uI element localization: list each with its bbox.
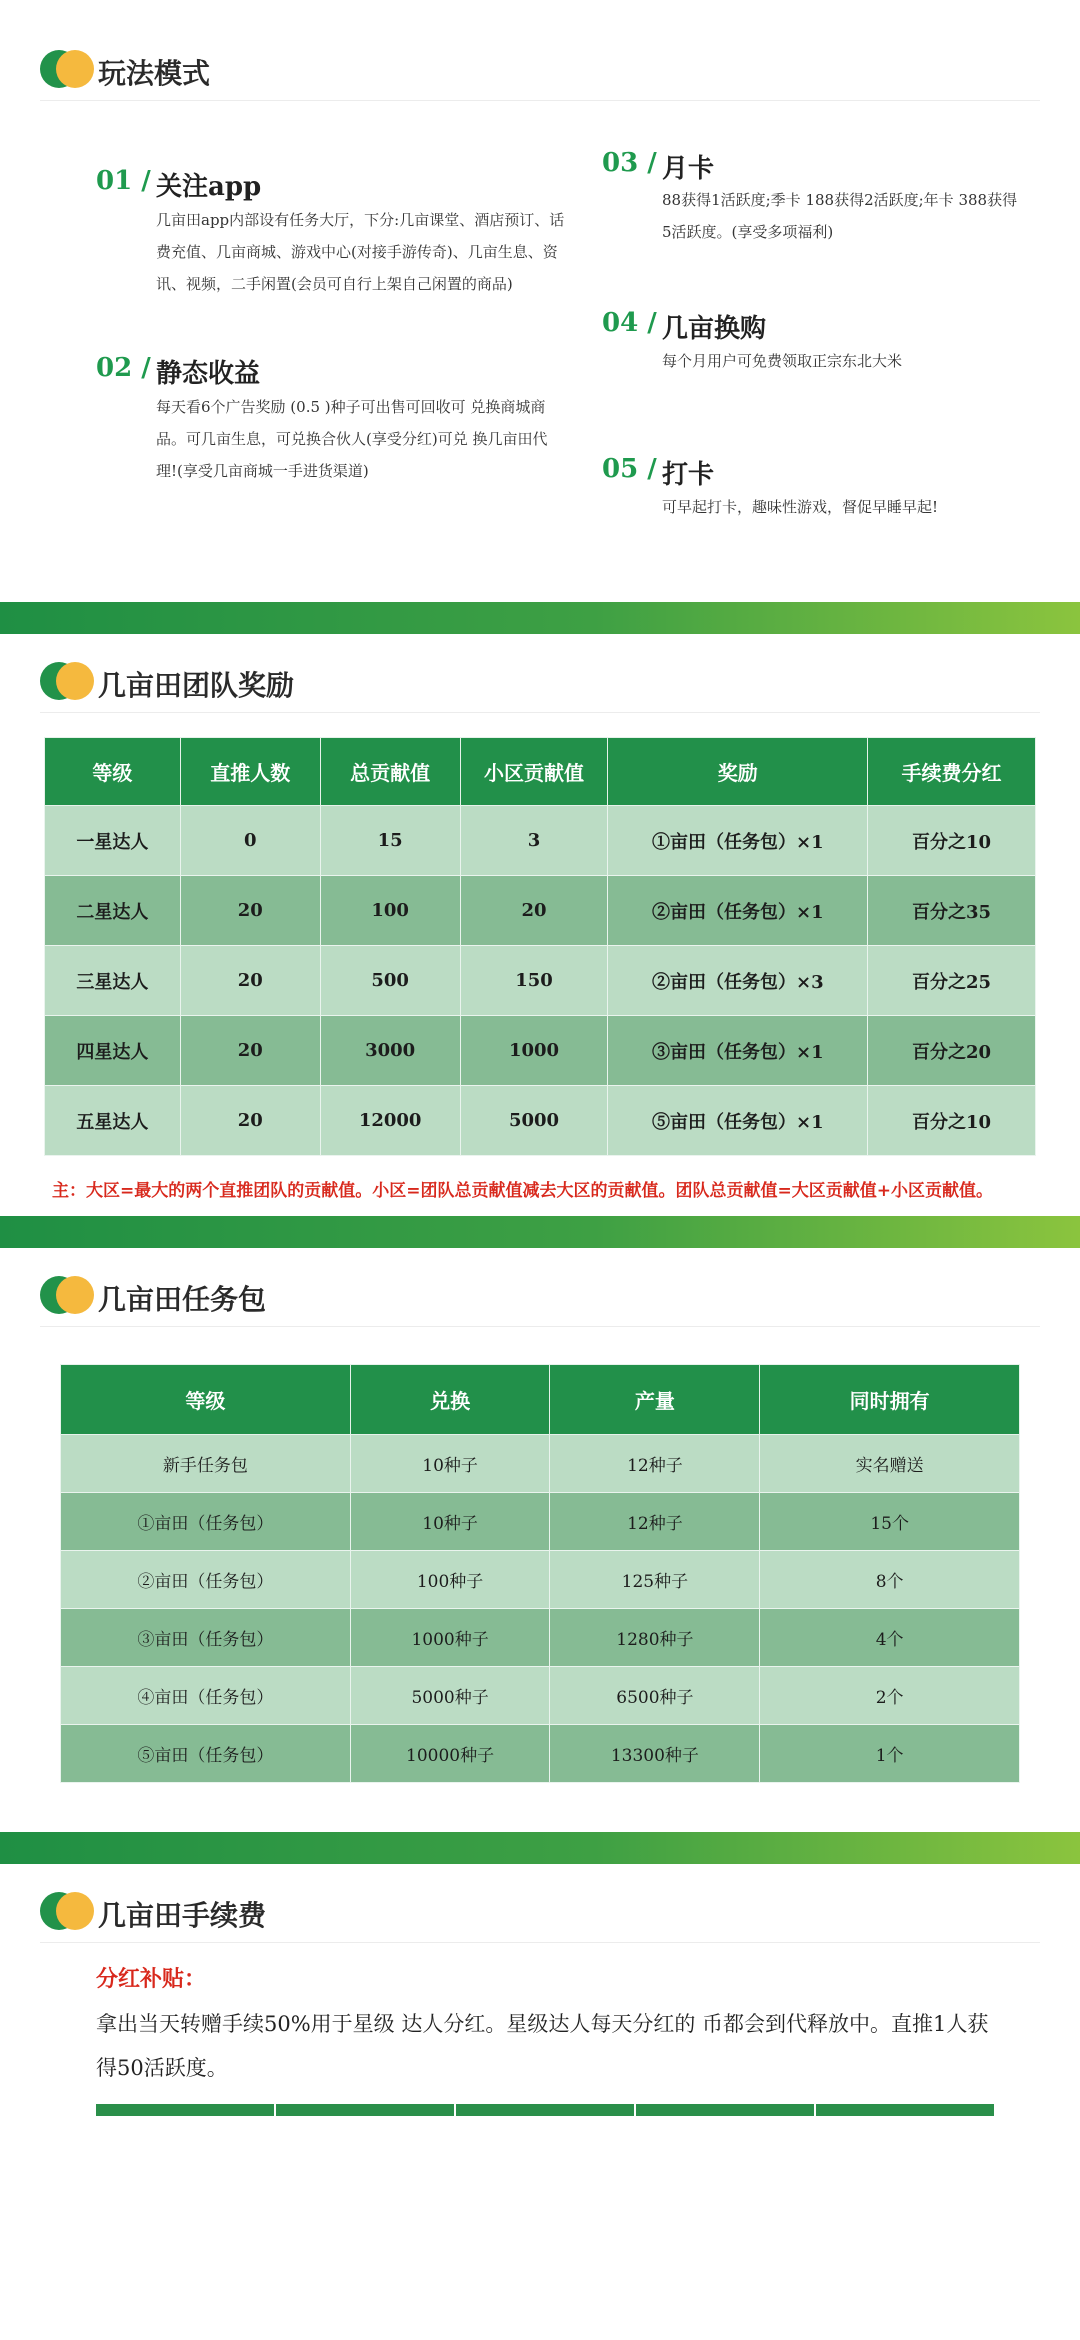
item-number: 02 / — [96, 353, 151, 383]
cell: 15 — [320, 806, 460, 876]
item-title: 关注app — [156, 172, 262, 202]
section-title: 几亩田手续费 — [98, 1899, 267, 1932]
cell: 3000 — [320, 1016, 460, 1086]
cell: ④亩田（任务包） — [61, 1667, 351, 1725]
cell: 10种子 — [350, 1435, 550, 1493]
table-row — [61, 1493, 1020, 1551]
header-cell: 同时拥有 — [760, 1365, 1020, 1435]
item-description: 几亩田app内部设有任务大厅，下分:几亩课堂、酒店预订、话费充值、几亩商城、游戏中心(对接手游传奇)、几亩生息、资讯、视频，二手闲置(会员可自行上架自己闲置的商品) — [156, 211, 565, 293]
cell: 12种子 — [550, 1435, 760, 1493]
brand-logo-icon — [40, 50, 96, 90]
brand-logo-icon — [40, 1276, 96, 1316]
cell: ①亩田（任务包）×1 — [608, 806, 868, 876]
header-cell: 兑换 — [350, 1365, 550, 1435]
header-cell: 产量 — [550, 1365, 760, 1435]
cell: 1280种子 — [550, 1609, 760, 1667]
task-pack-table — [60, 1364, 1020, 1783]
cell: 500 — [320, 946, 460, 1016]
table-header-row — [61, 1365, 1020, 1435]
header-cell: 奖励 — [608, 738, 868, 806]
cell: 20 — [180, 876, 320, 946]
cell: 6500种子 — [550, 1667, 760, 1725]
cell: 1个 — [760, 1725, 1020, 1783]
item-number: 03 / — [602, 148, 657, 178]
cell: 20 — [180, 946, 320, 1016]
cell: 13300种子 — [550, 1725, 760, 1783]
brand-logo-icon — [40, 662, 96, 702]
item-number: 05 / — [602, 454, 657, 484]
cell: ①亩田（任务包） — [61, 1493, 351, 1551]
cell: 五星达人 — [45, 1086, 181, 1156]
table-row — [45, 876, 1036, 946]
table-header-row — [45, 738, 1036, 806]
cell: 百分之35 — [868, 876, 1036, 946]
cell: ②亩田（任务包）×1 — [608, 876, 868, 946]
table-row — [61, 1725, 1020, 1783]
cell: ⑤亩田（任务包） — [61, 1725, 351, 1783]
team-reward-table — [44, 737, 1036, 1156]
cell: 四星达人 — [45, 1016, 181, 1086]
cell: 12000 — [320, 1086, 460, 1156]
header-cell: 总贡献值 — [320, 738, 460, 806]
cell: 10种子 — [350, 1493, 550, 1551]
cell: ⑤亩田（任务包）×1 — [608, 1086, 868, 1156]
divider-band — [0, 602, 1080, 634]
cell: ②亩田（任务包）×3 — [608, 946, 868, 1016]
header-cell: 小区贡献值 — [460, 738, 608, 806]
table-row — [61, 1667, 1020, 1725]
cell: 一星达人 — [45, 806, 181, 876]
table-row — [61, 1551, 1020, 1609]
cell: 百分之25 — [868, 946, 1036, 1016]
header-cell: 手续费分红 — [868, 738, 1036, 806]
header-cell: 等级 — [45, 738, 181, 806]
fee-description: 拿出当天转赠手续50%用于星级 达人分红。星级达人每天分红的 币都会到代释放中。直推1人获得50活跃度。 — [96, 2012, 989, 2080]
header-cell: 直推人数 — [180, 738, 320, 806]
item-title: 几亩换购 — [662, 314, 767, 344]
cell: ③亩田（任务包）×1 — [608, 1016, 868, 1086]
footer-bar-segment — [816, 2104, 994, 2116]
item-title: 月卡 — [662, 154, 715, 184]
footer-bar-segment — [276, 2104, 454, 2116]
cell: 1000种子 — [350, 1609, 550, 1667]
cell: 5000种子 — [350, 1667, 550, 1725]
item-description: 每天看6个广告奖励 (0.5 )种子可出售可回收可 兑换商城商品。可几亩生息，可兑换合伙人(享受分红)可兑 换几亩田代理!(享受几亩商城一手进货渠道) — [156, 398, 548, 480]
cell: 12种子 — [550, 1493, 760, 1551]
item-description: 每个月用户可免费领取正宗东北大米 — [662, 352, 903, 370]
item-title: 静态收益 — [156, 359, 261, 389]
cell: 百分之20 — [868, 1016, 1036, 1086]
header-cell: 等级 — [61, 1365, 351, 1435]
footer-bar-segment — [456, 2104, 634, 2116]
cell: 0 — [180, 806, 320, 876]
cell: 100 — [320, 876, 460, 946]
divider-band — [0, 1216, 1080, 1248]
footer-bar-segment — [636, 2104, 814, 2116]
item-description: 可早起打卡，趣味性游戏，督促早睡早起! — [662, 498, 939, 516]
cell: 4个 — [760, 1609, 1020, 1667]
table-row — [61, 1609, 1020, 1667]
cell: ②亩田（任务包） — [61, 1551, 351, 1609]
section-title: 玩法模式 — [98, 57, 211, 90]
cell: 10000种子 — [350, 1725, 550, 1783]
divider-band — [0, 1832, 1080, 1864]
section-title: 几亩田团队奖励 — [98, 669, 295, 702]
footer-bar-segment — [96, 2104, 274, 2116]
cell: 二星达人 — [45, 876, 181, 946]
cell: 20 — [180, 1086, 320, 1156]
cell: 2个 — [760, 1667, 1020, 1725]
section-header-team-reward — [40, 660, 1040, 713]
cell: 20 — [180, 1016, 320, 1086]
cell: 实名赠送 — [760, 1435, 1020, 1493]
item-number: 01 / — [96, 166, 151, 196]
cell: 1000 — [460, 1016, 608, 1086]
section-header-fee — [40, 1890, 1040, 1943]
cell: 8个 — [760, 1551, 1020, 1609]
cell: 百分之10 — [868, 1086, 1036, 1156]
cell: 100种子 — [350, 1551, 550, 1609]
cell: 3 — [460, 806, 608, 876]
section-header-task-pack — [40, 1274, 1040, 1327]
cell: ③亩田（任务包） — [61, 1609, 351, 1667]
table-row — [45, 1016, 1036, 1086]
cell: 150 — [460, 946, 608, 1016]
brand-logo-icon — [40, 1892, 96, 1932]
table-row — [45, 946, 1036, 1016]
table-row — [45, 806, 1036, 876]
item-number: 04 / — [602, 308, 657, 338]
cell: 百分之10 — [868, 806, 1036, 876]
cell: 三星达人 — [45, 946, 181, 1016]
table-row — [61, 1435, 1020, 1493]
cell: 20 — [460, 876, 608, 946]
cell: 15个 — [760, 1493, 1020, 1551]
table-row — [45, 1086, 1036, 1156]
item-title: 打卡 — [662, 460, 715, 490]
cell: 5000 — [460, 1086, 608, 1156]
cell: 125种子 — [550, 1551, 760, 1609]
cell: 新手任务包 — [61, 1435, 351, 1493]
fee-subtitle: 分红补贴： — [96, 1966, 207, 1992]
reward-note: 主：大区=最大的两个直推团队的贡献值。小区=团队总贡献值减去大区的贡献值。团队总贡献值=大区贡献值+小区贡献值。 — [52, 1181, 993, 1201]
section-header-play-mode — [40, 48, 1040, 101]
item-description: 88获得1活跃度;季卡 188获得2活跃度;年卡 388获得5活跃度。(享受多项福利) — [662, 191, 1018, 241]
section-title: 几亩田任务包 — [98, 1283, 267, 1316]
